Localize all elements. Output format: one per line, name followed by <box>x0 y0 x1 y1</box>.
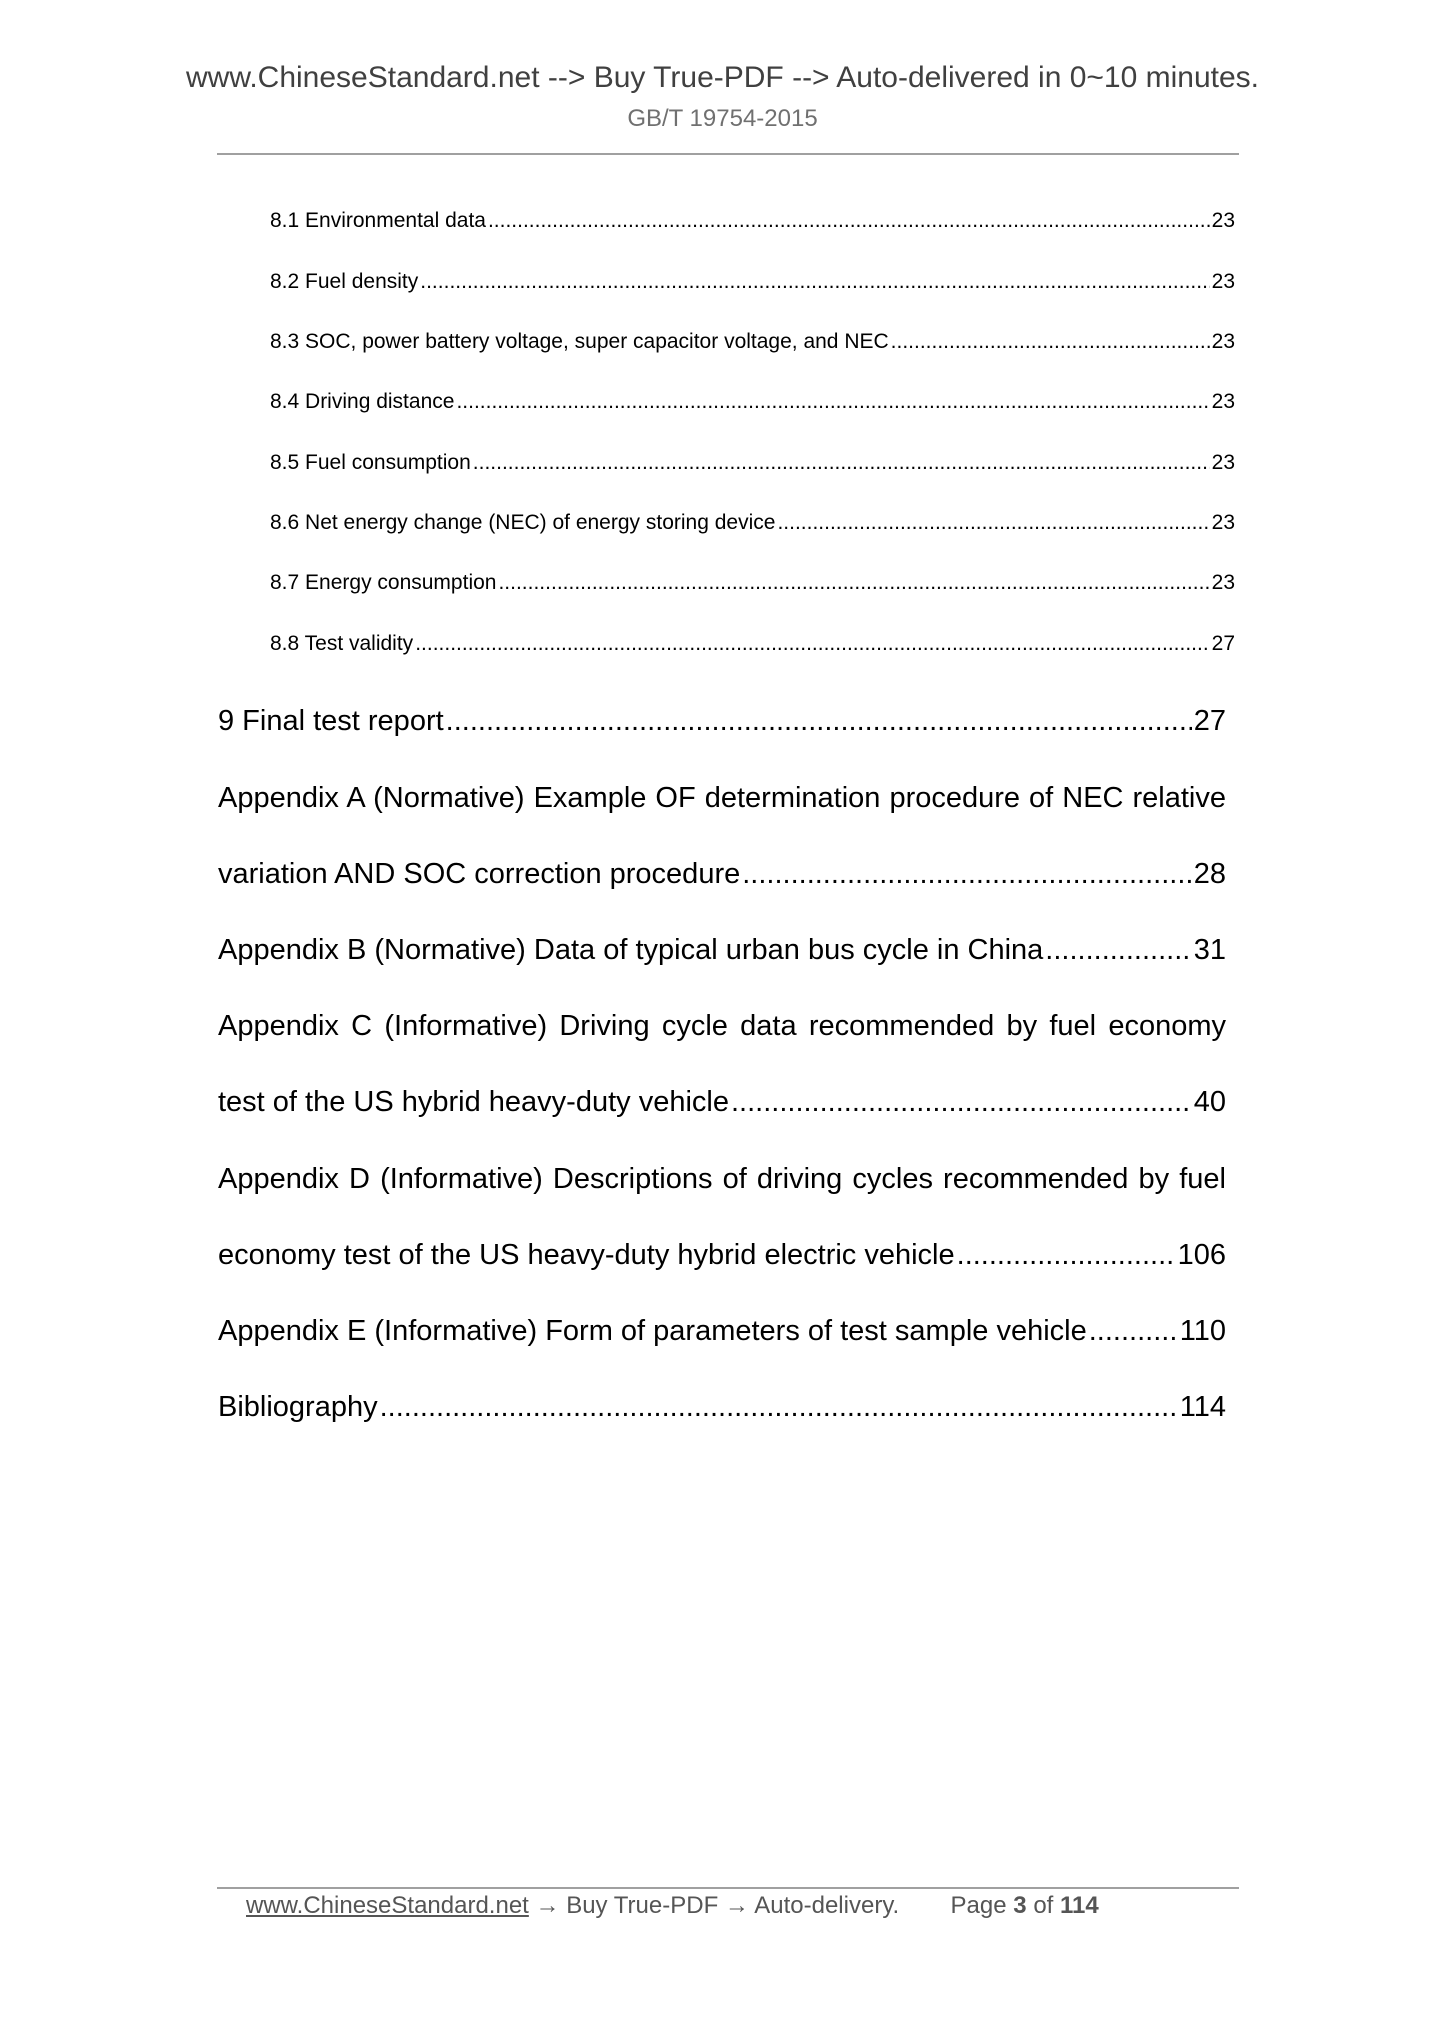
toc-entry-appendix-c-line1[interactable] <box>218 1006 1226 1046</box>
toc-page-number: 40 <box>1193 1086 1226 1118</box>
toc-entry-label: 9 Final test report <box>218 705 444 737</box>
toc-page-number: 23 <box>1211 511 1235 534</box>
dot-leader <box>731 1082 1192 1122</box>
total-pages: 114 <box>1060 1892 1099 1919</box>
header-divider <box>217 153 1239 155</box>
toc-entry-appendix-d-line1[interactable] <box>218 1159 1226 1199</box>
toc-entry-appendix-b[interactable] <box>218 930 1226 970</box>
toc-page-number: 23 <box>1211 390 1235 413</box>
footer <box>246 1890 1099 1922</box>
dot-leader <box>891 327 1210 357</box>
toc-entry-label: Appendix E (Informative) Form of parameters of test sample vehicle <box>218 1315 1087 1347</box>
footer-delivery-text: Auto-delivery. <box>754 1892 900 1919</box>
dot-leader <box>380 1387 1178 1427</box>
toc-entry-label: 8.4 Driving distance <box>270 390 455 413</box>
toc-entry-8-7[interactable] <box>270 568 1235 598</box>
toc-page-number: 114 <box>1179 1391 1226 1423</box>
toc-entry-8-1[interactable] <box>270 206 1235 236</box>
dot-leader <box>957 1235 1176 1275</box>
toc-entry-label: Appendix C (Informative) Driving cycle data recommended by fuel economy <box>218 1010 1226 1042</box>
arrow-right-icon: → <box>535 1892 560 1919</box>
toc-entry-label: 8.6 Net energy change (NEC) of energy storing device <box>270 511 776 534</box>
toc-entry-8-3[interactable] <box>270 327 1235 357</box>
toc-entry-9[interactable] <box>218 701 1226 741</box>
toc-entry-label: 8.5 Fuel consumption <box>270 451 471 474</box>
dot-leader <box>777 508 1209 538</box>
toc-entry-label: variation AND SOC correction procedure <box>218 858 741 890</box>
toc-entry-8-6[interactable] <box>270 508 1235 538</box>
toc-entry-bibliography[interactable] <box>218 1387 1226 1427</box>
dot-leader <box>1045 930 1191 970</box>
of-label: of <box>1033 1892 1054 1919</box>
toc-entry-appendix-a-line1[interactable] <box>218 778 1226 818</box>
toc-page-number: 23 <box>1211 209 1235 232</box>
toc-entry-appendix-e[interactable] <box>218 1311 1226 1351</box>
toc-page-number: 23 <box>1211 571 1235 594</box>
toc-entry-appendix-d-line2[interactable] <box>218 1235 1226 1275</box>
footer-site-link[interactable]: www.ChineseStandard.net <box>246 1892 529 1919</box>
toc-entry-label: Appendix B (Normative) Data of typical urban bus cycle in China <box>218 934 1044 966</box>
toc-entry-label: Bibliography <box>218 1391 378 1423</box>
dot-leader <box>1089 1311 1178 1351</box>
standard-code: GB/T 19754-2015 <box>627 105 818 132</box>
header-banner: www.ChineseStandard.net --> Buy True-PDF --> Auto-delivered in 0~10 minutes. <box>185 61 1260 94</box>
page-label: Page <box>950 1892 1007 1919</box>
toc-entry-appendix-a-line2[interactable] <box>218 854 1226 894</box>
toc-page-number: 27 <box>1211 632 1235 655</box>
toc-page-number: 23 <box>1211 451 1235 474</box>
toc-page-number: 23 <box>1211 270 1235 293</box>
toc-entry-label: 8.8 Test validity <box>270 632 414 655</box>
footer-buy-text: Buy True-PDF <box>566 1892 719 1919</box>
toc-entry-8-8[interactable] <box>270 629 1235 659</box>
toc-page-number: 27 <box>1193 705 1226 737</box>
toc-page-number: 106 <box>1177 1239 1226 1271</box>
toc-page-number: 110 <box>1179 1315 1226 1347</box>
toc-entry-appendix-c-line2[interactable] <box>218 1082 1226 1122</box>
toc-page-number: 28 <box>1193 858 1226 890</box>
toc-page-number: 31 <box>1193 934 1226 966</box>
toc-entry-label: Appendix A (Normative) Example OF determination procedure of NEC relative <box>218 782 1226 814</box>
toc-entry-label: Appendix D (Informative) Descriptions of driving cycles recommended by fuel <box>218 1163 1226 1195</box>
toc-entry-label: test of the US hybrid heavy-duty vehicle <box>218 1086 729 1118</box>
toc-entry-label: 8.7 Energy consumption <box>270 571 497 594</box>
toc-entry-8-5[interactable] <box>270 448 1235 478</box>
toc-entry-label: 8.2 Fuel density <box>270 270 419 293</box>
dot-leader <box>473 448 1210 478</box>
dot-leader <box>498 568 1209 598</box>
toc-entry-label: 8.3 SOC, power battery voltage, super capacitor voltage, and NEC <box>270 330 889 353</box>
dot-leader <box>415 629 1209 659</box>
dot-leader <box>742 854 1192 894</box>
toc-entry-8-4[interactable] <box>270 387 1235 417</box>
toc-entry-label: 8.1 Environmental data <box>270 209 486 232</box>
dot-leader <box>488 206 1210 236</box>
dot-leader <box>446 701 1192 741</box>
current-page-number: 3 <box>1013 1892 1027 1919</box>
dot-leader <box>456 387 1209 417</box>
toc-page-number: 23 <box>1211 330 1235 353</box>
toc-entry-label: economy test of the US heavy-duty hybrid electric vehicle <box>218 1239 955 1271</box>
toc-entry-8-2[interactable] <box>270 267 1235 297</box>
footer-divider <box>217 1887 1239 1889</box>
arrow-right-icon: → <box>724 1892 749 1919</box>
dot-leader <box>420 267 1209 297</box>
